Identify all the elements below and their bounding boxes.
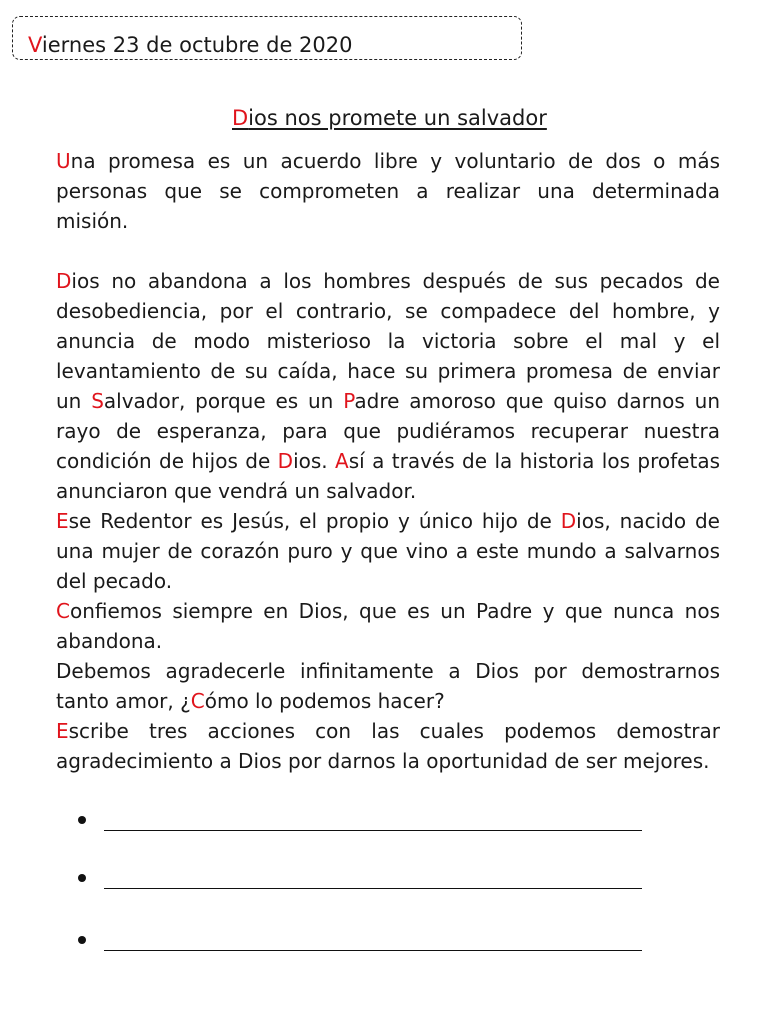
paragraph-text: ios. bbox=[293, 449, 336, 473]
highlight-letter: C bbox=[190, 689, 205, 713]
paragraph-god-promise bbox=[56, 266, 720, 506]
paragraph-trust bbox=[56, 596, 720, 656]
highlight-letter: A bbox=[335, 449, 349, 473]
bullet-icon bbox=[78, 936, 86, 944]
bullet-icon bbox=[78, 816, 86, 824]
paragraph-gratitude bbox=[56, 656, 720, 716]
paragraph-initial: E bbox=[56, 719, 69, 743]
paragraph-initial: E bbox=[56, 509, 69, 533]
title-initial: D bbox=[232, 106, 249, 130]
paragraph-text: sí a través de la historia los profetas anunciaron que vendrá un salvador. bbox=[56, 449, 721, 503]
date-heading bbox=[28, 31, 353, 59]
paragraph-text: ios, nacido de una mujer de corazón puro y que vino a este mundo a salvarnos del pecado. bbox=[56, 509, 720, 593]
paragraph-text: scribe tres acciones con las cuales podemos demostrar agradecimiento a Dios por darnos la oportunidad de ser mejores. bbox=[56, 719, 720, 773]
bullet-icon bbox=[78, 874, 86, 882]
paragraph-text: ómo lo podemos hacer? bbox=[204, 689, 445, 713]
blank-answer-line[interactable] bbox=[104, 950, 642, 951]
paragraph-initial: U bbox=[56, 149, 71, 173]
highlight-letter: S bbox=[91, 389, 104, 413]
answer-line-1[interactable] bbox=[78, 806, 648, 834]
paragraph-text: se Redentor es Jesús, el propio y único hijo de bbox=[68, 509, 561, 533]
title-rest: ios nos promete un salvador bbox=[248, 106, 547, 130]
blank-answer-line[interactable] bbox=[104, 888, 642, 889]
highlight-letter: P bbox=[343, 389, 355, 413]
answer-line-3[interactable] bbox=[78, 926, 648, 954]
paragraph-redeemer bbox=[56, 506, 720, 596]
paragraph-text: na promesa es un acuerdo libre y voluntario de dos o más personas que se comprometen a realizar una determinada misión. bbox=[56, 149, 720, 233]
paragraph-text: adre amoroso que quiso darnos un rayo de esperanza, para que pudiéramos recuperar nuestra condición de hijos de bbox=[56, 389, 720, 473]
highlight-letter: D bbox=[560, 509, 577, 533]
highlight-letter: D bbox=[277, 449, 294, 473]
date-rest: iernes 23 de octubre de 2020 bbox=[41, 33, 353, 57]
paragraph-text: onfiemos siempre en Dios, que es un Padre y que nunca nos abandona. bbox=[56, 599, 720, 653]
date-initial: V bbox=[28, 33, 42, 57]
page-title bbox=[232, 104, 547, 132]
paragraph-initial: C bbox=[56, 599, 70, 623]
paragraph-text: Debemos agradecerle infinitamente a Dios por demostrarnos tanto amor, ¿ bbox=[56, 659, 720, 713]
paragraph-text: alvador, porque es un bbox=[103, 389, 344, 413]
paragraph-initial: D bbox=[56, 269, 72, 293]
paragraph-promise-definition bbox=[56, 146, 720, 236]
blank-answer-line[interactable] bbox=[104, 830, 642, 831]
paragraph-instruction bbox=[56, 716, 720, 776]
answer-line-2[interactable] bbox=[78, 864, 648, 892]
paragraph-text: ios no abandona a los hombres después de sus pecados de desobediencia, por el contrario, se compadece del hombre, y anuncia de modo misterioso la victoria sobre el mal y el levantamiento de su caída, hace su primera promesa de enviar un bbox=[56, 269, 720, 413]
